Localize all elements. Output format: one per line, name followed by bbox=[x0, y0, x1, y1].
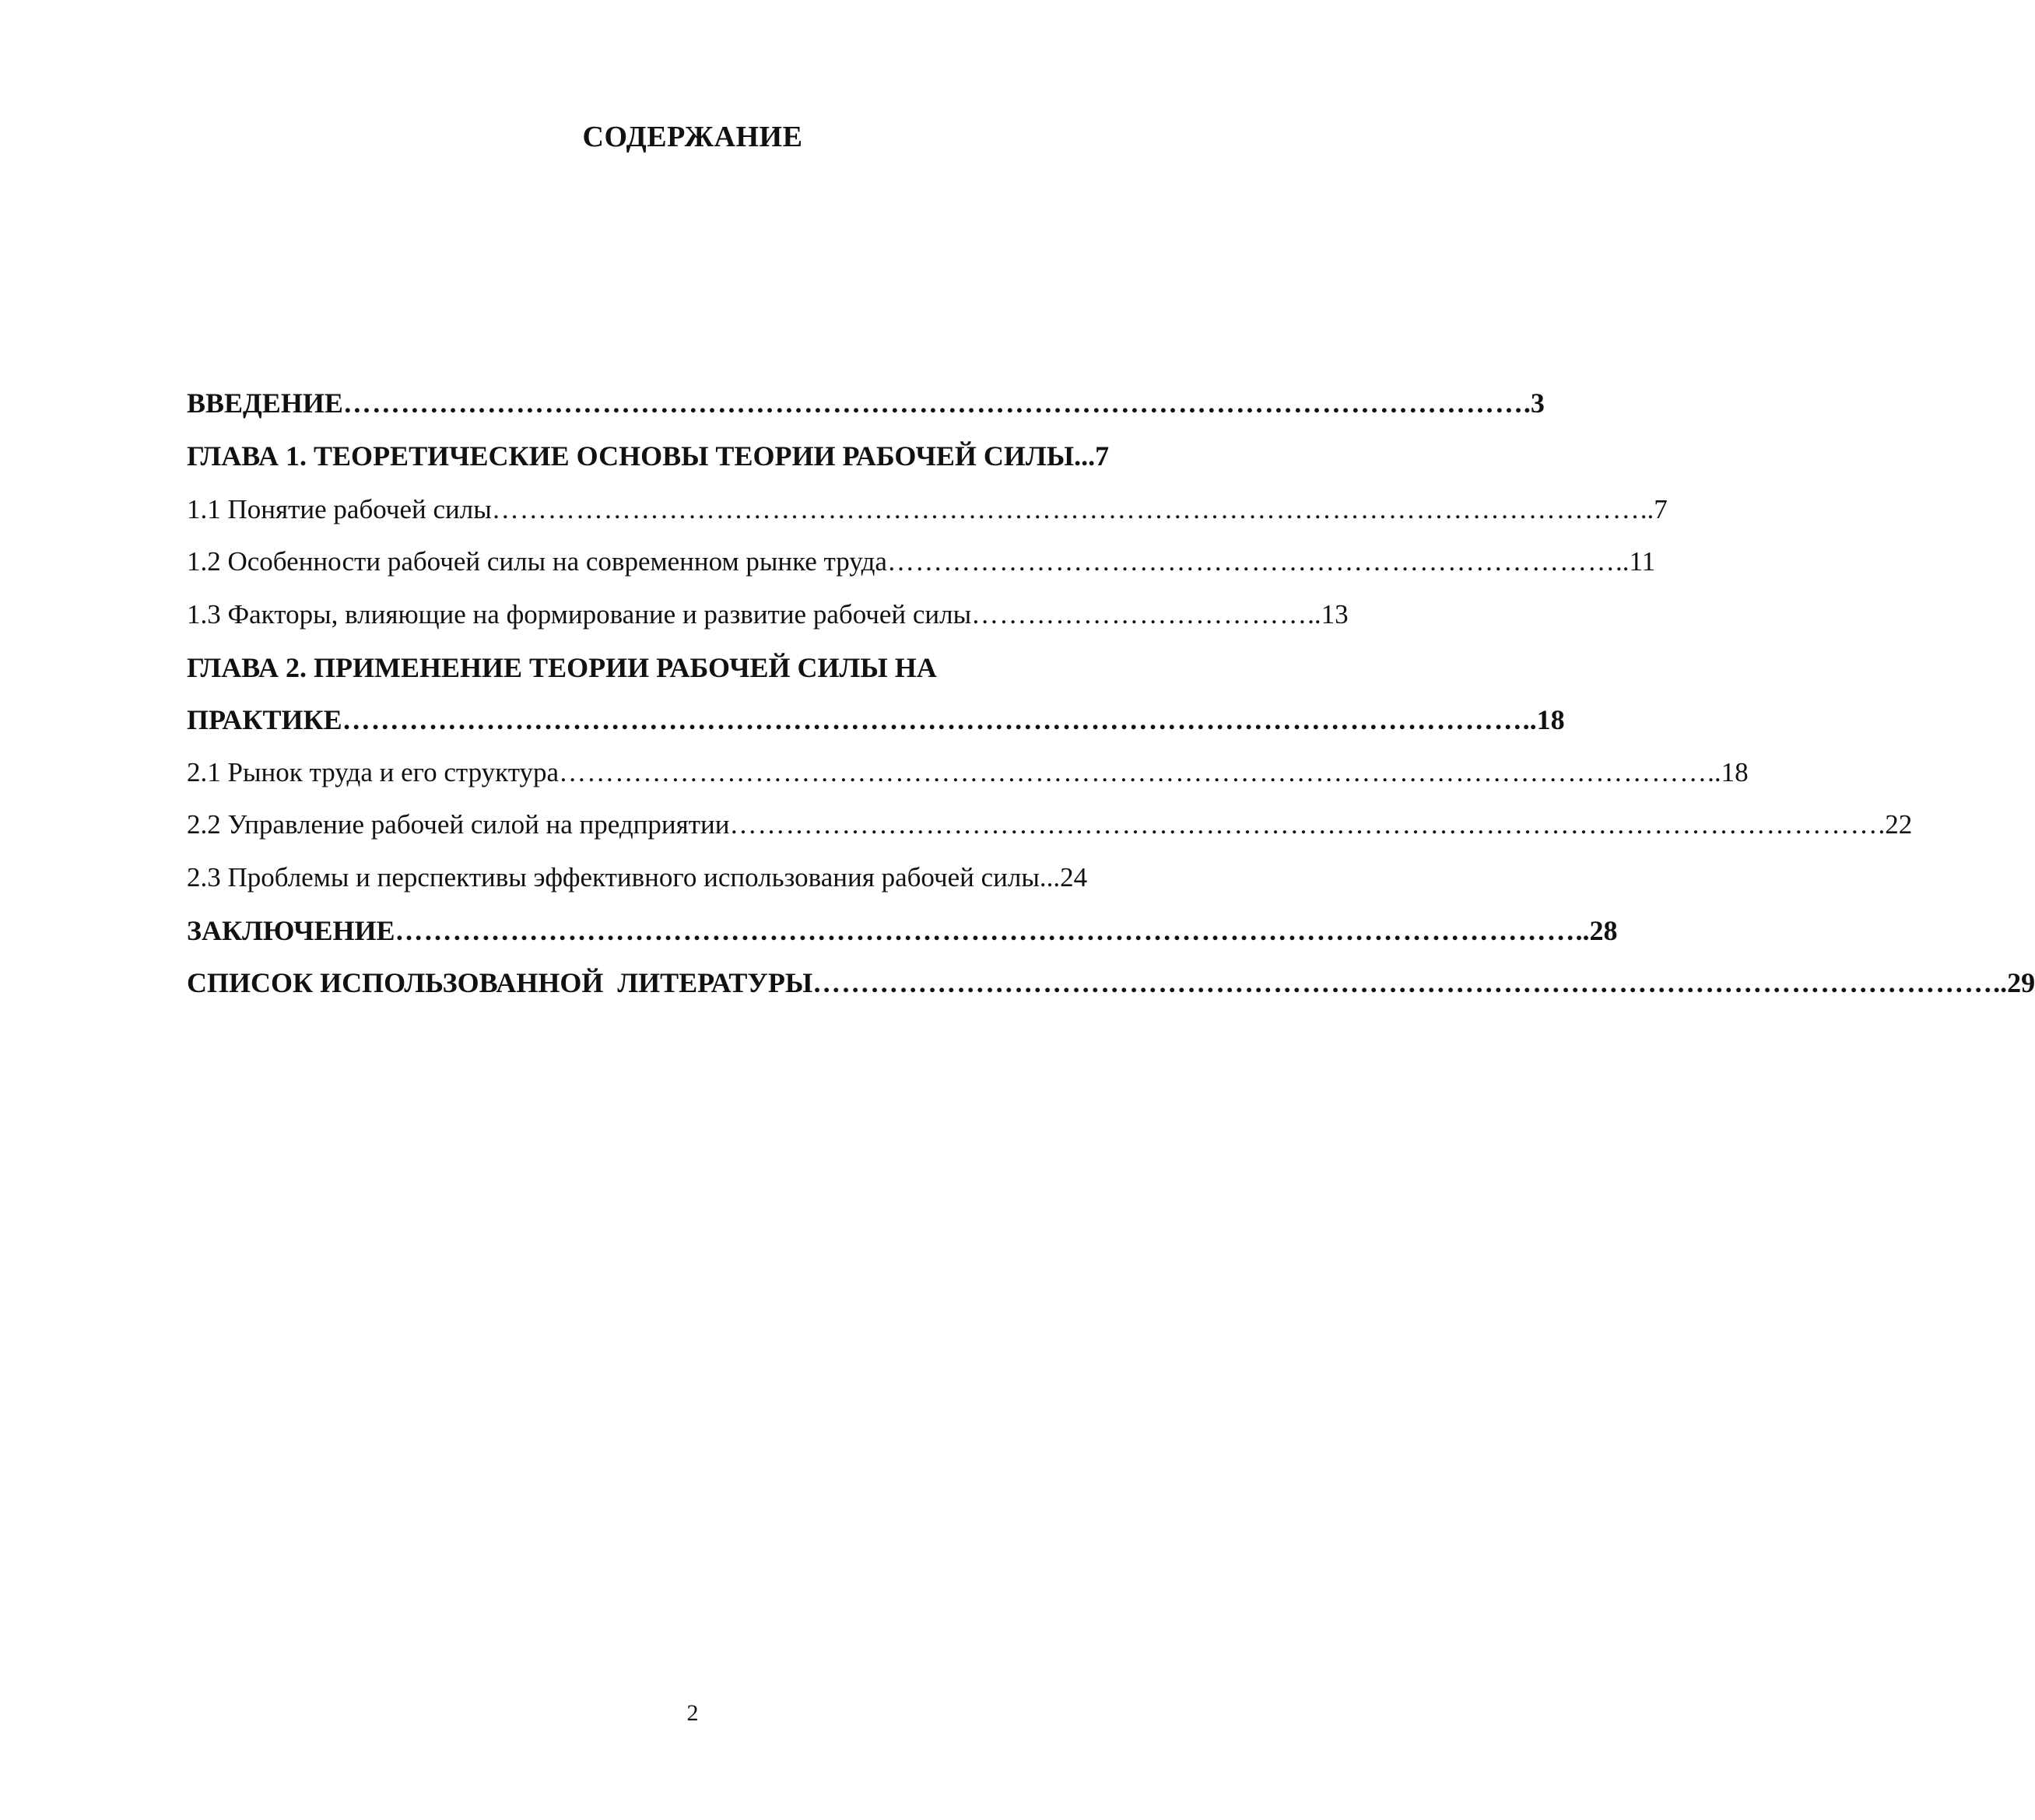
toc-leader-dots: …………………………………………………………………………………………………………… bbox=[395, 915, 1576, 946]
toc-page-number: ..29 bbox=[1993, 967, 2035, 998]
toc-page-number: ..18 bbox=[1707, 757, 1749, 787]
toc-entry-conclusion[interactable] bbox=[187, 915, 1618, 946]
toc-page-number: ..18 bbox=[1522, 704, 1565, 735]
toc-entry-text: ГЛАВА 1. ТЕОРЕТИЧЕСКИЕ ОСНОВЫ ТЕОРИИ РАБОЧЕЙ СИЛЫ...7 bbox=[187, 440, 1110, 472]
toc-entry-text: ПРАКТИКЕ bbox=[187, 704, 342, 735]
toc-entry-1-2[interactable] bbox=[187, 546, 1656, 577]
toc-entry-2-2[interactable] bbox=[187, 809, 1913, 840]
toc-leader-dots: …………………………………………………………………………………………………………… bbox=[729, 809, 1879, 840]
toc-entry-1-1[interactable] bbox=[187, 494, 1668, 524]
toc-page-number: ..11 bbox=[1615, 546, 1656, 577]
toc-leader-dots: ……………………………… bbox=[971, 599, 1308, 629]
page-number: 2 bbox=[686, 1700, 699, 1726]
toc-leader-dots: …………………………………………………………………………………………………………… bbox=[812, 967, 1994, 998]
toc-entry-text: 2.3 Проблемы и перспективы эффективного использования рабочей силы...24 bbox=[187, 862, 1088, 892]
toc-entry-1-3[interactable] bbox=[187, 599, 1349, 629]
toc-entry-text: 2.1 Рынок труда и его структура bbox=[187, 757, 560, 787]
toc-entry-text: 2.2 Управление рабочей силой на предприятии bbox=[187, 809, 730, 840]
toc-entry-references[interactable] bbox=[187, 967, 2035, 998]
toc-page-number: .22 bbox=[1878, 809, 1913, 840]
toc-entry-text: ЗАКЛЮЧЕНИЕ bbox=[187, 915, 395, 946]
toc-leader-dots: …………………………………………………………………………………………………………… bbox=[342, 387, 1524, 419]
toc-entry-2-3[interactable] bbox=[187, 864, 1206, 891]
toc-page-number: ..13 bbox=[1307, 599, 1349, 629]
toc-entry-text: ГЛАВА 2. ПРИМЕНЕНИЕ ТЕОРИИ РАБОЧЕЙ СИЛЫ НА bbox=[187, 652, 937, 683]
toc-entry-text: ВВЕДЕНИЕ bbox=[187, 387, 343, 419]
toc-entry-chapter-2[interactable] bbox=[187, 654, 1206, 682]
toc-page-number: ..7 bbox=[1640, 494, 1668, 524]
toc-entry-text: 1.2 Особенности рабочей силы на современном рынке труда bbox=[187, 546, 887, 577]
toc-entry-chapter-1[interactable] bbox=[187, 442, 1206, 470]
toc-entry-introduction[interactable] bbox=[187, 387, 1545, 419]
toc-entry-text: 1.1 Понятие рабочей силы bbox=[187, 494, 492, 524]
toc-entry-chapter-2-cont[interactable] bbox=[187, 704, 1565, 735]
toc-leader-dots: …………………………………………………………………… bbox=[886, 546, 1616, 577]
toc-entry-text: СПИСОК ИСПОЛЬЗОВАННОЙ ЛИТЕРАТУРЫ bbox=[187, 967, 813, 998]
toc-leader-dots: …………………………………………………………………………………………………………… bbox=[491, 494, 1640, 524]
toc-entry-text: 1.3 Факторы, влияющие на формирование и развитие рабочей силы bbox=[187, 599, 972, 629]
page-title: СОДЕРЖАНИЕ bbox=[582, 121, 803, 153]
toc-page-number: .3 bbox=[1523, 387, 1545, 419]
toc-leader-dots: …………………………………………………………………………………………………………… bbox=[342, 704, 1523, 735]
toc-page-number: ..28 bbox=[1575, 915, 1618, 946]
toc-entry-2-1[interactable] bbox=[187, 757, 1749, 787]
toc-leader-dots: …………………………………………………………………………………………………………… bbox=[559, 757, 1708, 787]
